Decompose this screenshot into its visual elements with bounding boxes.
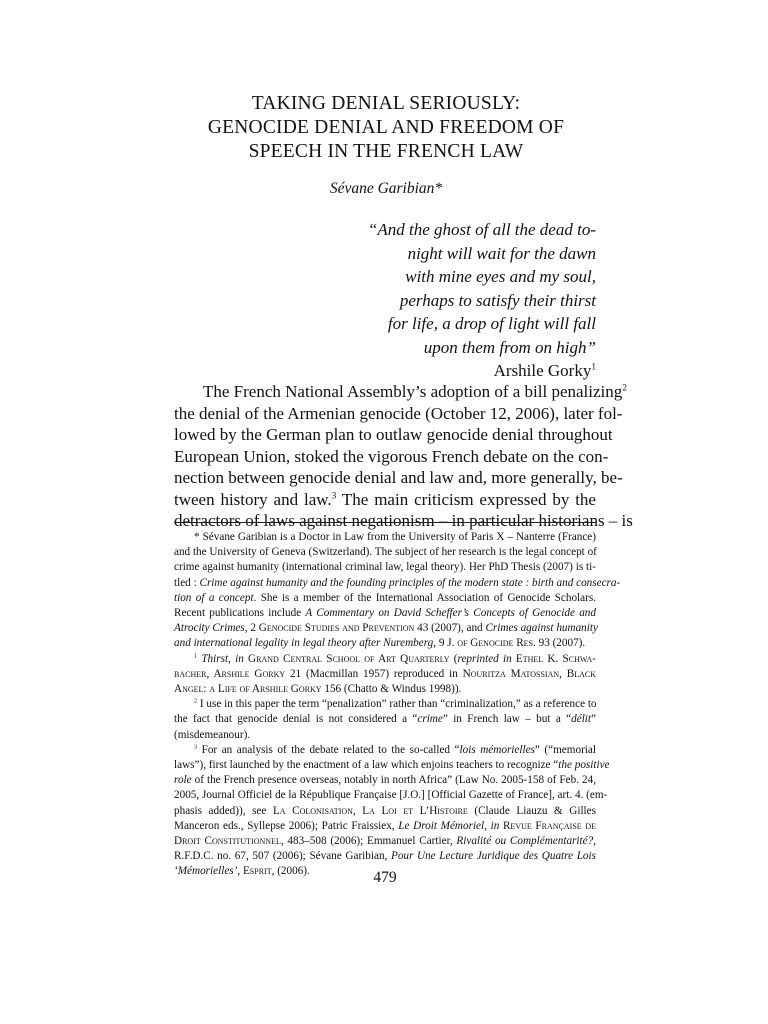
footnote-line [174, 849, 596, 864]
footnote-text: lois mémorielles [459, 743, 535, 756]
footnote-text: , 483–508 (2006); Emmanuel Cartier, [280, 835, 457, 848]
body-line: detractors of laws against negationism – in particular historians – is [174, 511, 633, 530]
footnote-text: of Genocide Res. [457, 637, 536, 650]
footnote-text: tion of a concept [174, 591, 254, 604]
footnote-text: Nouritza Matossian, Black [462, 667, 596, 680]
page-number: 479 [373, 869, 397, 886]
epigraph [296, 218, 596, 383]
epigraph-line: “And the ghost of all the dead to- [367, 220, 596, 239]
footnote-text: , [237, 865, 243, 878]
footnote-text: I use in this paper the term “penalization” rather than “criminalization,” as a reference to [197, 698, 597, 711]
title-line-2: GENOCIDE DENIAL AND FREEDOM OF [207, 117, 565, 138]
footnote-text: Revue Française de [502, 819, 596, 832]
body-line: the denial of the Armenian genocide (October 12, 2006), later fol- [174, 403, 623, 423]
title-line-3: SPEECH IN THE FRENCH LAW [248, 141, 524, 162]
footnote-text: in [235, 652, 244, 665]
footnote-text: , [228, 652, 236, 665]
footnote-marker-1[interactable]: 1 [591, 362, 596, 373]
footnote-text: délit [571, 713, 592, 726]
footnote-line [174, 636, 596, 651]
footnote-text: the fact that genocide denial is not considered a “ [174, 713, 418, 726]
body-text: The main criticism expressed by the [336, 489, 596, 509]
footnote-3 [174, 743, 610, 880]
footnote-text: . She is a member of the International Association of Genocide Scholars. [253, 591, 596, 604]
footnote-line [174, 834, 596, 849]
footnote-text: Esprit [242, 865, 272, 878]
footnote-line [174, 819, 596, 834]
footnote-text: (Claude Liauzu & Gilles [467, 804, 596, 817]
footnote-marker-2[interactable]: 2 [622, 383, 627, 394]
footnote-text: laws”), first launched by the enactment of a law which enjoins teachers to recognize “ [174, 759, 559, 772]
footnote-line [174, 652, 596, 667]
footnote-text: reprinted in [457, 652, 512, 665]
body-line [174, 381, 627, 403]
footnote-text: Atrocity Crimes [174, 622, 245, 635]
footnote-text: tled : [174, 576, 200, 589]
body-line: nection between genocide denial and law and, more generally, be- [174, 468, 623, 487]
footnote-text: 43 (2007), and [414, 622, 486, 635]
footnote-text: Ethel K. Schwa- [515, 652, 597, 665]
footnote-text: Pour Une Lecture Juridique des Quatre Lois [390, 850, 596, 863]
footnote-text: Manceron eds., Syllepse 2006); Patric Fraissiex, [174, 819, 399, 832]
epigraph-line: upon them from on high” [423, 337, 596, 357]
footnote-text: ” in French law – but a “ [442, 713, 572, 726]
footnote-line [174, 712, 596, 727]
footnote-text: 93 (2007). [535, 637, 586, 650]
footnote-line [174, 576, 621, 591]
footnote-line: and the University of Geneva (Switzerland). The subject of her research is the legal concept of [174, 546, 597, 559]
footnote-text: Grand Central School of Art Quarterly [248, 652, 450, 665]
footnote-text: , (2006). [271, 865, 310, 878]
footnote-text: ” (“memorial [534, 743, 596, 756]
footnote-author [174, 530, 621, 652]
footnote-text: 156 (Chatto & Windus 1998)). [321, 683, 462, 696]
footnote-text: Crimes against humanity [485, 622, 598, 635]
footnote-number: 1 [194, 652, 198, 659]
footnote-text: R.F.D.C. no. 67, 507 (2006); Sévane Garibian, [174, 850, 391, 863]
footnote-text: La Colonisation, La Loi et L’Histoire [272, 804, 468, 817]
body-line: lowed by the German plan to outlaw genocide denial throughout [174, 425, 613, 444]
body-text: The French National Assembly’s adoption of a bill penalizing [203, 382, 623, 401]
footnote-text: A Commentary on David Scheffer’s Concepts of Genocide and [305, 607, 596, 620]
footnote-text: Genocide Studies and Prevention [258, 622, 415, 635]
epigraph-line: night will wait for the dawn [407, 243, 596, 263]
footnote-line [174, 591, 596, 606]
footnote-text: For an analysis of the debate related to the so-called “ [197, 743, 460, 756]
epigraph-attribution [296, 359, 596, 383]
epigraph-line: perhaps to satisfy their thirst [399, 290, 596, 310]
footnote-2 [174, 697, 596, 743]
footnote-text: role [174, 774, 192, 787]
footnote-text: the positive [558, 759, 610, 772]
footnote-text: , 9 J. [433, 637, 458, 650]
footnote-text: phasis added)), see [174, 804, 273, 817]
footnote-line [174, 804, 596, 819]
footnote-text: Thirst [201, 652, 229, 665]
footnote-text: ( [449, 652, 458, 665]
attribution-name: Arshile Gorky [493, 361, 592, 380]
footnote-text: , 2 [244, 622, 259, 635]
body-text: tween history and law. [174, 489, 332, 509]
footnote-text: of the French presence overseas, notably in north Africa” (Law No. 2005-158 of Feb. 24, [191, 774, 596, 787]
footnote-line: crime against humanity (international criminal law, legal theory). Her PhD Thesis (2007) is ti- [174, 561, 596, 574]
footnote-text: and international legality in legal theory after Nuremberg [174, 637, 434, 650]
footnote-number: 2 [194, 698, 198, 705]
footnote-line: 2005, Journal Officiel de la République Française [J.O.] [Official Gazette of France], art. 4. (em- [174, 789, 608, 802]
footnote-line [174, 697, 596, 712]
footnote-text: Droit Constitutionnel [174, 835, 281, 848]
footnote-text: Rivalité ou Complémentarité? [456, 835, 594, 848]
epigraph-line: with mine eyes and my soul, [405, 267, 596, 286]
footnote-text: 21 (Macmillan 1957) reproduced in [285, 667, 463, 680]
footnote-line [174, 773, 596, 788]
epigraph-line: for life, a drop of light will fall [387, 314, 596, 333]
footnote-1 [174, 652, 596, 698]
body-line [174, 489, 596, 511]
footnote-text: Le Droit Mémoriel, in [398, 819, 500, 832]
footnote-text: ” [591, 713, 596, 726]
footnote-line [174, 621, 596, 636]
footnote-text: Crime against humanity and the founding principles of the modern state : birth and consecra- [199, 576, 621, 589]
author-byline: Sévane Garibian* [329, 180, 443, 197]
footnote-text: Recent publications include [174, 607, 306, 620]
body-line: European Union, stoked the vigorous French debate on the con- [174, 446, 609, 466]
footnote-line [174, 667, 596, 682]
footnote-marker-3[interactable]: 3 [331, 490, 337, 501]
footnote-text: Angel: a Life of Arshile Gorky [174, 683, 322, 696]
footnote-number: 3 [194, 744, 198, 751]
footnotes [174, 530, 621, 880]
footnote-text: bacher, Arshile Gorky [174, 667, 286, 680]
footnote-line [174, 758, 610, 773]
footnote-text: crime [417, 713, 443, 726]
footnote-line [174, 606, 596, 621]
title-line-1: TAKING DENIAL SERIOUSLY: [251, 93, 521, 114]
footnote-line: (misdemeanour). [174, 728, 251, 741]
footnote-line: * Sévane Garibian is a Doctor in Law from the University of Paris X – Nanterre (France) [194, 531, 596, 543]
body-paragraph [174, 381, 633, 532]
footnote-line [174, 682, 596, 697]
footnote-line [174, 743, 596, 758]
footnote-text: , [593, 835, 596, 848]
footnote-divider [174, 522, 596, 523]
footnote-text: ‘Mémorielles’ [174, 865, 238, 878]
article-title [174, 92, 598, 164]
